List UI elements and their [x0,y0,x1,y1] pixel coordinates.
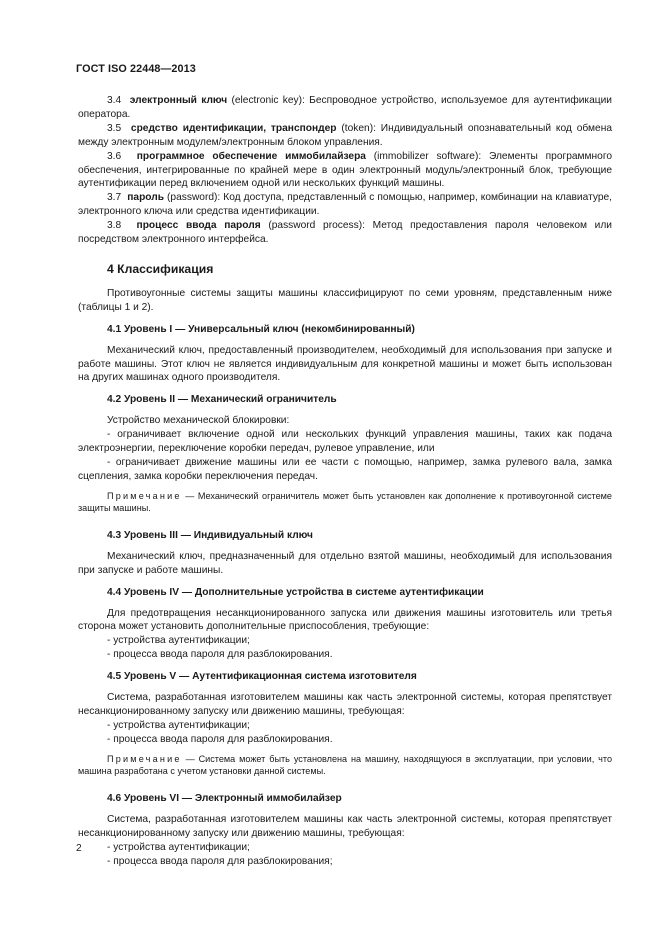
list-item: - ограничивает движение машины или ее части с помощью, например, замка рулевого вала, замка сцепления, замка коробки переключения передач. [78,456,612,482]
page-number: 2 [76,843,82,854]
level-2-note: Примечание — Механический ограничитель может быть установлен как дополнение к противоугонной системе защиты машины. [78,490,612,514]
level-2-title: 4.2 Уровень II — Механический ограничитель [107,394,337,406]
level-4-text: Для предотвращения несанкционированного запуска или движения машины изготовитель или третья сторона может установить дополнительные приспособления, требующие: [78,607,612,633]
list-item: - процесса ввода пароля для разблокирования. [107,649,333,661]
document-header: ГОСТ ISO 22448—2013 [76,63,196,75]
list-item: - процесса ввода пароля для разблокирования. [107,733,333,745]
level-3-title: 4.3 Уровень III — Индивидуальный ключ [107,529,313,541]
level-4-title: 4.4 Уровень IV — Дополнительные устройства в системе аутентификации [107,586,484,598]
note-label: Примечание [107,490,182,501]
level-5-text: Система, разработанная изготовителем машины как часть электронной системы, которая препятствует несанкционированному запуску или движению машины, требующая: [78,692,612,717]
level-1-text: Механический ключ, предоставленный производителем, необходимый для использования при запуске и работе машины. Этот ключ не является индивидуальным для конкретной машины и может быть использован на других машинах одного производителя. [78,344,612,384]
section-4-intro: Противоугонные системы защиты машины классифицируют по семи уровням, представленным ниже (таблицы 1 и 2). [78,287,612,313]
list-item: - устройства аутентификации; [107,841,250,853]
list-item: - ограничивает включение одной или нескольких функций управления машины, таких как подача электроэнергии, переключение коробки передач, рулевое управление, или [78,429,612,455]
list-item: - устройства аутентификации; [107,719,250,731]
note-label: Примечание [107,753,182,764]
list-item: - процесса ввода пароля для разблокирования; [107,855,333,867]
term-3-6: 3.6 программное обеспечение иммобилайзера (immobilizer software): Элементы программного обеспечения, интегрированные по крайней мере в один электронный модуль/электронный блок, требующие аутентификации перед включением одной или нескольких функций машины. [78,150,612,190]
level-5-title: 4.5 Уровень V — Аутентификационная система изготовителя [107,671,417,683]
level-6-title: 4.6 Уровень VI — Электронный иммобилайзер [107,792,342,804]
list-item: - устройства аутентификации; [107,635,250,647]
term-3-7: 3.7 пароль (password): Код доступа, представленный с помощью, например, комбинации на клавиатуре, электронного ключа или средства идентификации. [78,192,612,218]
section-4-title: 4 Классификация [107,261,214,276]
term-3-5: 3.5 средство идентификации, транспондер (token): Индивидуальный опознавательный код обмена между электронным модулем/электронным блоком управления. [78,122,612,148]
level-5-note: Примечание — Система может быть установлена на машину, находящуюся в эксплуатации, при условии, что машина разработана с учетом установки данной системы. [78,753,612,777]
document-body [78,94,612,868]
term-3-8: 3.8 процесс ввода пароля (password process): Метод предоставления пароля человеком или посредством электронного интерфейса. [78,220,612,246]
level-3-text: Механический ключ, предназначенный для отдельно взятой машины, необходимый для использования при запуске и работе машины. [78,550,612,576]
level-6-text: Система, разработанная изготовителем машины как часть электронной системы, которая препятствует несанкционированному запуску или движению машины, требующая: [78,813,612,839]
level-1-title: 4.1 Уровень I — Универсальный ключ (некомбинированный) [107,323,415,335]
term-3-4: 3.4 электронный ключ (electronic key): Беспроводное устройство, используемое для аутентификации оператора. [78,95,612,120]
level-2-text: Устройство механической блокировки: [107,415,290,427]
